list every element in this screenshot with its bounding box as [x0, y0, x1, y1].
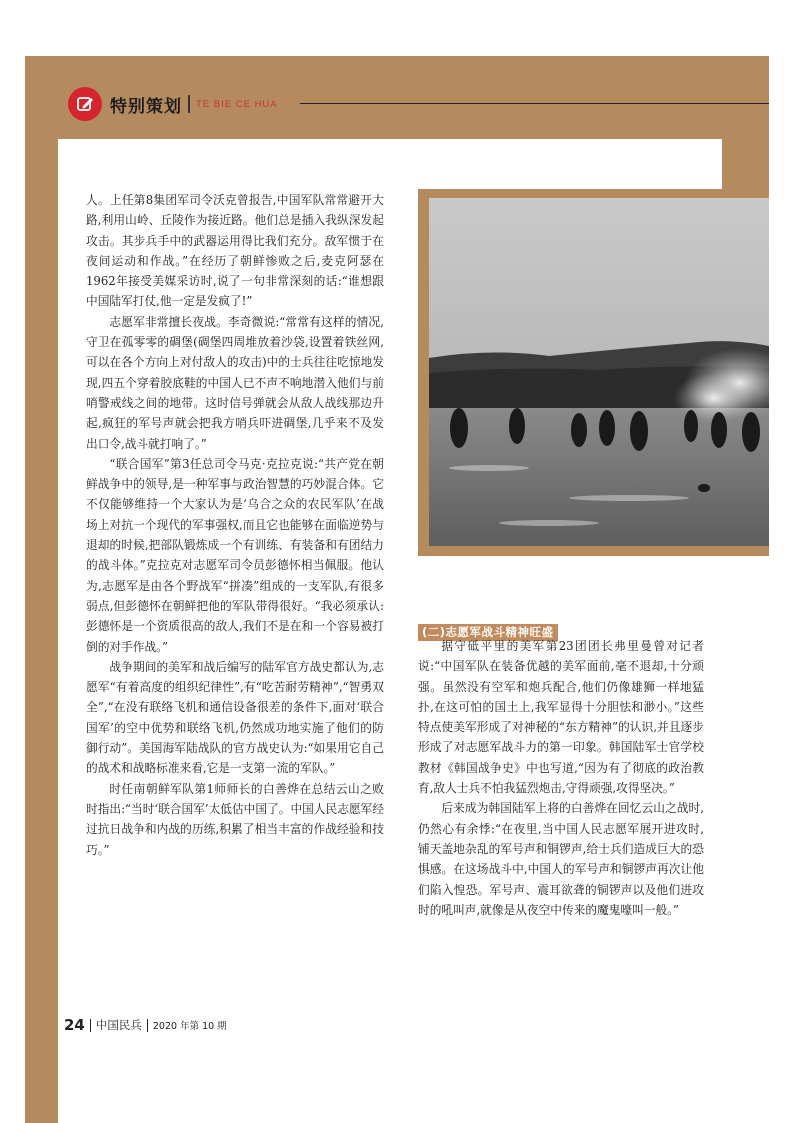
left-margin-band: [25, 139, 58, 1123]
paragraph: 后来成为韩国陆军上将的白善烨在回忆云山之战时,仍然心有余悸:“在夜里,当中国人民志愿军展开进攻时,铺天盖地杂乱的军号声和铜锣声,给士兵们造成巨大的恐惧感。在这场战斗中,中国人的军号声和铜锣声再次让他们陷入惶恐。军号声、震耳欲聋的铜锣声以及他们进攻时的吼叫声,就像是从夜空中传来的魔鬼嚎叫一般。”: [418, 801, 704, 917]
page-number: 24: [64, 1016, 85, 1034]
footer-divider: [147, 1019, 148, 1032]
section-divider: [188, 95, 190, 113]
section-pinyin: TE BIE CE HUA: [196, 98, 278, 110]
header-rule: [300, 103, 769, 104]
edit-icon: [68, 87, 102, 121]
right-column: [418, 636, 704, 920]
paragraph: 战争期间的美军和战后编写的陆军官方战史都认为,志愿军“有着高度的组织纪律性”,有“吃苦耐劳精神”,“智勇双全”,“在没有联络飞机和通信设备很差的条件下,面对‘联合国军’的空中优势和联络飞机,仍然成功地实施了他们的防御行动”。美国海军陆战队的官方战史认为:“如果用它自己的战术和战略标准来看,它是一支第一流的军队。”: [86, 659, 384, 776]
section-tag: [68, 86, 278, 122]
paragraph: “联合国军”第3任总司令马克·克拉克说:“共产党在朝鲜战争中的领导,是一种军事与政治智慧的巧妙混合体。它不仅能够维持一个大家认为是‘乌合之众的农民军队’在战场上对抗一个现代的军事强权,而且它也能够在面临逆势与退却的时候,把部队锻炼成一个有训练、有装备和有团结力的战斗体。”克拉克对志愿军司令员彭德怀相当佩服。他认为,志愿军是由各个野战军“拼凑”组成的一支军队,有很多弱点,但彭德怀在朝鲜把他的军队带得很好。“我必须承认:彭德怀是一个资质很高的敌人,我们不是在和一个容易被打倒的对手作战。”: [86, 456, 384, 654]
war-photo: [429, 198, 769, 546]
paragraph: 志愿军非常擅长夜战。李奇微说:“常常有这样的情况,守卫在孤零零的碉堡(碉堡四周堆放着沙袋,设置着铁丝网,可以在各个方向上对付敌人的攻击)中的士兵往往吃惊地发现,四五个穿着胶底鞋的中国人已不声不响地潜入他们与前哨警戒线之间的地带。这时信号弹就会从敌人战线那边升起,疯狂的军号声就会把我方哨兵吓进碉堡,几乎来不及发出口令,战斗就打响了。”: [86, 314, 384, 451]
paragraph: 据守砥平里的美军第23团团长弗里曼曾对记者说:“中国军队在装备优越的美军面前,毫不退却,十分顽强。虽然没有空军和炮兵配合,他们仍像雄狮一样地猛扑,在这可怕的国土上,我军显得十分胆怯和渺小。”这些特点使美军形成了对神秘的“东方精神”的认识,并且逐步形成了对志愿军战斗力的第一印象。韩国陆军士官学校教材《韩国战争史》中也写道,“因为有了彻底的政治教育,敌人士兵不怕我猛烈炮击,守得顽强,攻得坚决。”: [418, 639, 704, 796]
corner-band: [722, 139, 769, 189]
paragraph: 时任南朝鲜军队第1师师长的白善烨在总结云山之败时指出:“当时‘联合国军’太低估中国了。中国人民志愿军经过抗日战争和内战的历练,积累了相当丰富的作战经验和技巧。”: [86, 781, 384, 857]
issue-label: 2020 年第 10 期: [152, 1021, 227, 1032]
section-title: 特别策划: [110, 96, 182, 117]
paragraph: 人。上任第8集团军司令沃克曾报告,中国军队常常避开大路,利用山岭、丘陵作为接近路。他们总是插入我纵深发起攻击。其步兵手中的武器运用得比我们充分。敌军惯于在夜间运动和作战。”在经历了朝鲜惨败之后,麦克阿瑟在1962年接受美媒采访时,说了一句非常深刻的话:“谁想跟中国陆军打仗,他一定是发疯了!”: [86, 193, 384, 309]
page-footer: [64, 1016, 227, 1034]
footer-divider: [90, 1019, 91, 1032]
subheading: (二)志愿军战斗精神旺盛: [418, 624, 558, 641]
left-column: [86, 190, 384, 860]
magazine-name: 中国民兵: [95, 1018, 142, 1032]
